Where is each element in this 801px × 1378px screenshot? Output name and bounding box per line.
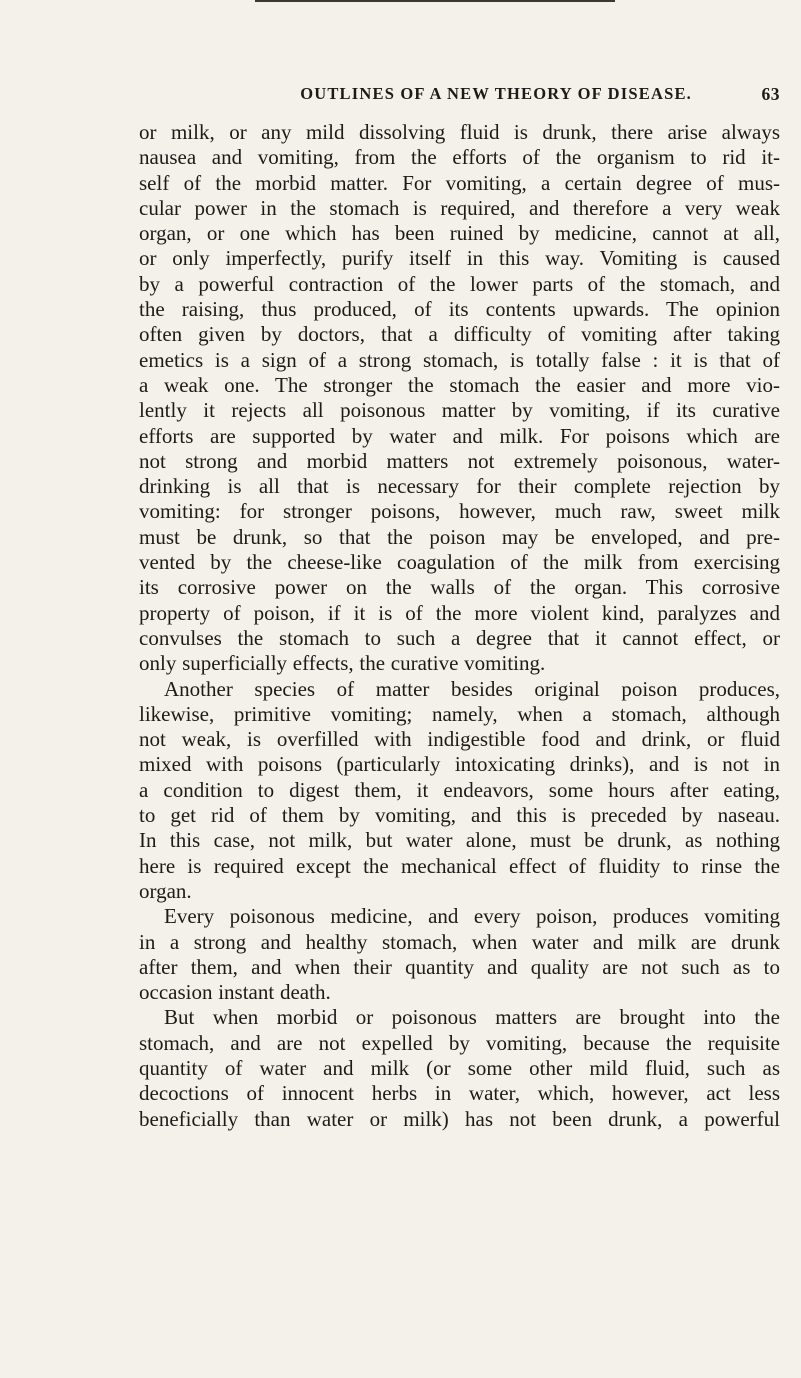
text-line: cular power in the stomach is required, and therefore a very weak bbox=[139, 195, 780, 220]
text-line: efforts are supported by water and milk. For poisons which are bbox=[139, 423, 780, 448]
page-header bbox=[132, 84, 780, 108]
text-line: emetics is a sign of a strong stomach, is totally false : it is that of bbox=[139, 347, 780, 372]
text-line: occasion instant death. bbox=[139, 980, 331, 1005]
text-line: a condition to digest them, it endeavors, some hours after eating, bbox=[139, 777, 780, 802]
text-line: or only imperfectly, purify itself in this way. Vomiting is caused bbox=[139, 246, 780, 271]
text-line: after them, and when their quantity and quality are not such as to bbox=[139, 954, 780, 979]
text-line: decoctions of innocent herbs in water, which, however, act less bbox=[139, 1081, 780, 1106]
text-line: must be drunk, so that the poison may be enveloped, and pre- bbox=[139, 524, 780, 549]
text-line: not weak, is overfilled with indigestible food and drink, or fluid bbox=[139, 727, 780, 752]
body-text bbox=[139, 120, 780, 1132]
text-line: not strong and morbid matters not extremely poisonous, water- bbox=[139, 448, 780, 473]
text-line: vomiting: for stronger poisons, however, much raw, sweet milk bbox=[139, 499, 780, 524]
text-line: the raising, thus produced, of its contents upwards. The opinion bbox=[139, 297, 780, 322]
text-line: stomach, and are not expelled by vomiting, because the requisite bbox=[139, 1030, 780, 1055]
text-line: In this case, not milk, but water alone, must be drunk, as nothing bbox=[139, 828, 780, 853]
paragraph bbox=[139, 677, 780, 905]
text-line: a weak one. The stronger the stomach the easier and more vio- bbox=[139, 372, 780, 397]
text-line: convulses the stomach to such a degree that it cannot effect, or bbox=[139, 625, 780, 650]
paragraph bbox=[139, 1005, 780, 1131]
text-line: or milk, or any mild dissolving fluid is drunk, there arise always bbox=[139, 120, 780, 144]
text-line: Another species of matter besides original poison produces, bbox=[164, 676, 780, 701]
text-line: mixed with poisons (particularly intoxicating drinks), and is not in bbox=[139, 752, 780, 777]
text-line: nausea and vomiting, from the efforts of the organism to rid it- bbox=[139, 145, 780, 170]
text-line: But when morbid or poisonous matters are brought into the bbox=[164, 1005, 780, 1030]
text-line: by a powerful contraction of the lower parts of the stomach, and bbox=[139, 271, 780, 296]
text-line: Every poisonous medicine, and every poison, produces vomiting bbox=[164, 904, 780, 929]
text-line: property of poison, if it is of the more violent kind, paralyzes and bbox=[139, 600, 780, 625]
text-line: its corrosive power on the walls of the organ. This corrosive bbox=[139, 575, 780, 600]
page-number: 63 bbox=[761, 84, 780, 104]
text-line: vented by the cheese-like coagulation of the milk from exercising bbox=[139, 550, 780, 575]
text-line: self of the morbid matter. For vomiting, a certain degree of mus- bbox=[139, 170, 780, 195]
paragraph bbox=[139, 904, 780, 1005]
text-line: lently it rejects all poisonous matter by vomiting, if its curative bbox=[139, 398, 780, 423]
text-line: organ, or one which has been ruined by medicine, cannot at all, bbox=[139, 221, 780, 246]
text-line: beneficially than water or milk) has not been drunk, a powerful bbox=[139, 1106, 780, 1131]
top-rule bbox=[255, 0, 615, 2]
text-line: drinking is all that is necessary for their complete rejection by bbox=[139, 474, 780, 499]
text-line: quantity of water and milk (or some other mild fluid, such as bbox=[139, 1055, 780, 1080]
text-line: organ. bbox=[139, 878, 192, 903]
text-line: only superficially effects, the curative vomiting. bbox=[139, 651, 546, 676]
text-line: likewise, primitive vomiting; namely, when a stomach, although bbox=[139, 701, 780, 726]
running-head: OUTLINES OF A NEW THEORY OF DISEASE. bbox=[300, 84, 692, 103]
text-line: here is required except the mechanical effect of fluidity to rinse the bbox=[139, 853, 780, 878]
text-line: in a strong and healthy stomach, when water and milk are drunk bbox=[139, 929, 780, 954]
text-line: to get rid of them by vomiting, and this is preceded by naseau. bbox=[139, 803, 780, 828]
paragraph bbox=[139, 120, 780, 677]
text-line: often given by doctors, that a difficulty of vomiting after taking bbox=[139, 322, 780, 347]
